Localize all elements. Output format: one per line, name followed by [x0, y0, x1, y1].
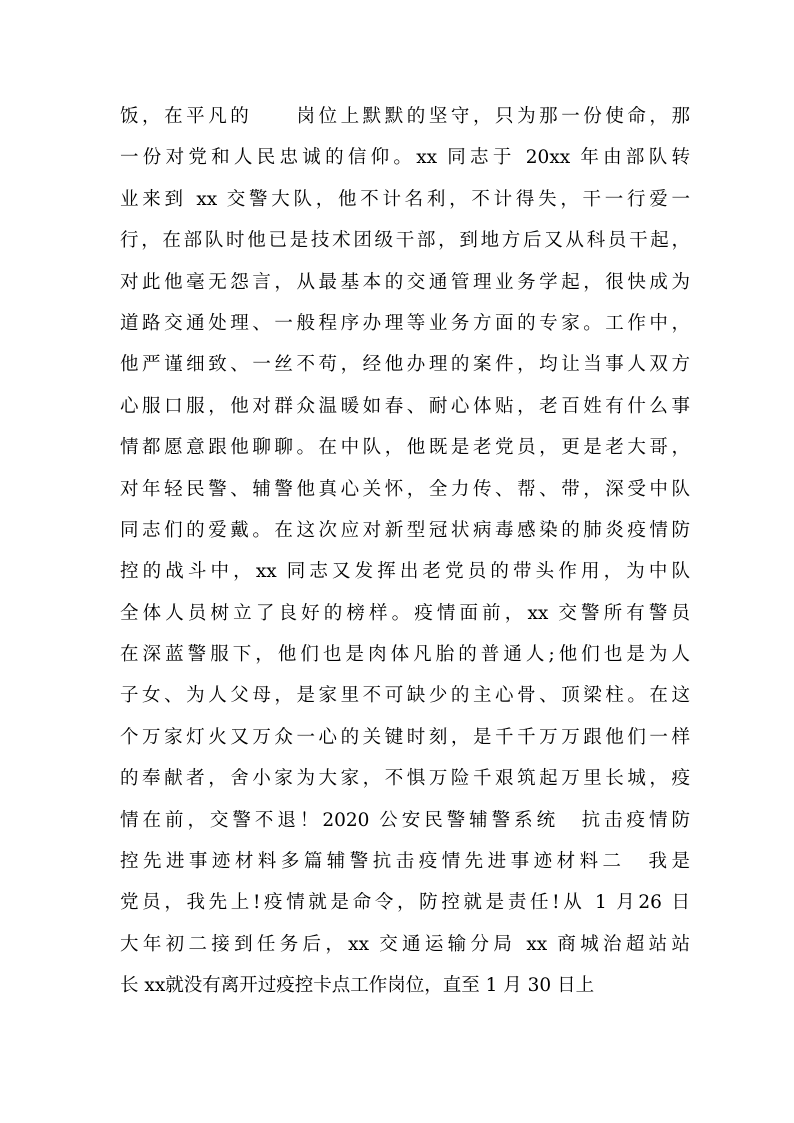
text-line: 个万家灯火又万众一心的关键时刻，是千千万万跟他们一样 — [120, 726, 690, 748]
text-line: 党员，我先上!疫情就是命令，防控就是责任!从 1 月26 日 — [120, 892, 690, 914]
text-line: 业来到 xx 交警大队，他不计名利，不计得失，干一行爱一 — [120, 188, 690, 210]
text-line: 控先进事迹材料多篇辅警抗击疫情先进事迹材料二 我是 — [120, 851, 690, 873]
text-line: 控的战斗中，xx 同志又发挥出老党员的带头作用，为中队 — [120, 561, 690, 583]
text-line: 饭，在平凡的 岗位上默默的坚守，只为那一份使命，那 — [120, 106, 690, 127]
text-line: 对此他毫无怨言，从最基本的交通管理业务学起，很快成为 — [120, 271, 690, 293]
text-line: 长 xx就没有离开过疫控卡点工作岗位，直至 1 月 30 日上 — [120, 975, 595, 997]
text-line: 的奉献者，舍小家为大家，不惧万险千艰筑起万里长城，疫 — [120, 768, 690, 790]
text-line: 大年初二接到任务后，xx 交通运输分局 xx 商城治超站站 — [120, 933, 690, 955]
text-line: 子女、为人父母，是家里不可缺少的主心骨、顶梁柱。在这 — [120, 685, 690, 707]
text-line: 心服口服，他对群众温暖如春、耐心体贴，老百姓有什么事 — [120, 395, 690, 417]
text-line: 一份对党和人民忠诚的信仰。xx 同志于 20xx 年由部队转 — [120, 147, 690, 169]
text-line: 行，在部队时他已是技术团级干部，到地方后又从科员干起， — [120, 230, 690, 252]
text-line: 道路交通处理、一般程序办理等业务方面的专家。工作中， — [120, 312, 690, 334]
text-line: 在深蓝警服下，他们也是肉体凡胎的普通人;他们也是为人 — [120, 644, 690, 666]
text-line: 同志们的爱戴。在这次应对新型冠状病毒感染的肺炎疫情防 — [120, 519, 690, 541]
text-line: 他严谨细致、一丝不苟，经他办理的案件，均让当事人双方 — [120, 354, 690, 376]
text-line: 情在前，交警不退！2020 公安民警辅警系统 抗击疫情防 — [120, 809, 690, 831]
text-line: 全体人员树立了良好的榜样。疫情面前，xx 交警所有警员 — [120, 602, 690, 624]
text-line: 情都愿意跟他聊聊。在中队，他既是老党员，更是老大哥， — [120, 437, 690, 459]
body-text — [120, 96, 690, 1007]
text-line: 对年轻民警、辅警他真心关怀，全力传、帮、带，深受中队 — [120, 478, 690, 500]
